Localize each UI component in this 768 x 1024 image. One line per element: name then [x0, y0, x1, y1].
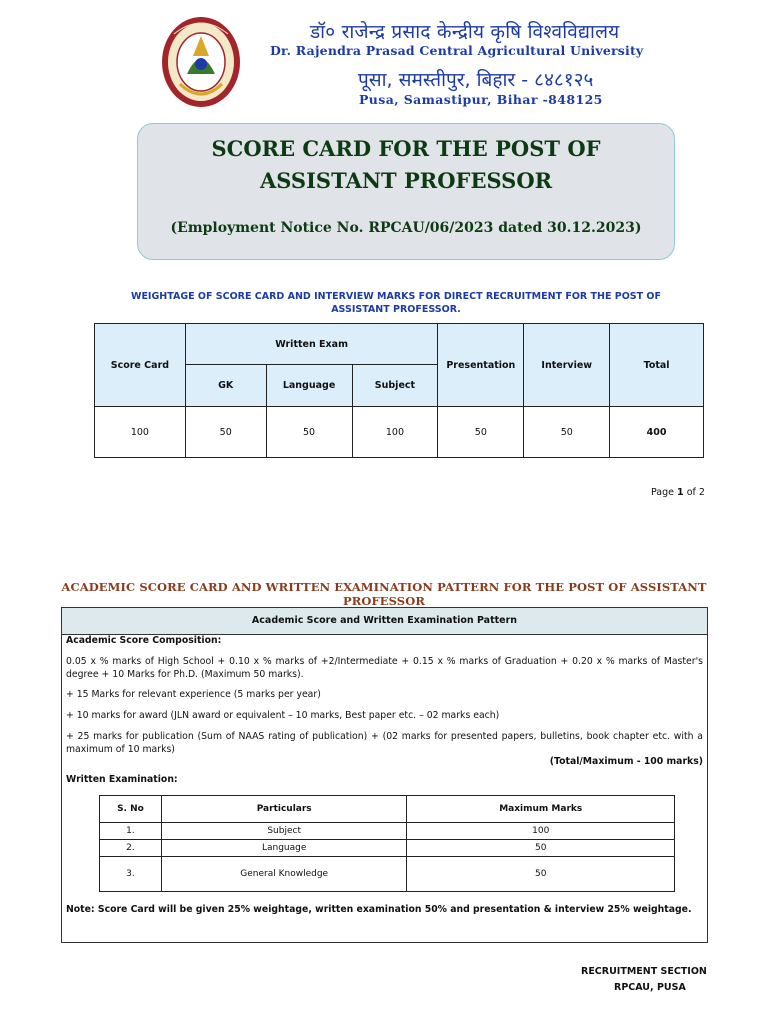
exam-particulars: Subject	[161, 823, 407, 840]
weightage-heading-line-2: ASSISTANT PROFESSOR.	[331, 304, 461, 315]
exam-sno: 1.	[100, 823, 162, 840]
university-english-name: Dr. Rajendra Prasad Central Agricultural University	[270, 43, 644, 58]
table-row	[100, 840, 675, 857]
signature-line-1: RECRUITMENT SECTION	[581, 966, 707, 977]
exam-header-max: Maximum Marks	[407, 796, 675, 823]
page-total: 2	[698, 487, 705, 498]
exam-particulars: Language	[161, 840, 407, 857]
signature-line-2: RPCAU, PUSA	[614, 982, 686, 993]
header-presentation: Presentation	[438, 324, 524, 407]
value-presentation: 50	[438, 407, 524, 458]
header-interview: Interview	[524, 324, 610, 407]
composition-formula: 0.05 x % marks of High School + 0.10 x % marks of +2/Intermediate + 0.15 x % marks of Graduation + 0.20 x % marks of Master's degree + 10 Marks for Ph.D. (Maximum 50 marks).	[66, 656, 703, 680]
header-written-exam: Written Exam	[185, 324, 438, 365]
header-score-card: Score Card	[95, 324, 186, 407]
employment-notice: (Employment Notice No. RPCAU/06/2023 dated 30.12.2023)	[170, 220, 642, 236]
academic-heading: ACADEMIC SCORE CARD AND WRITTEN EXAMINATION PATTERN FOR THE POST OF ASSISTANT PROFESSOR	[61, 580, 707, 608]
page-number	[651, 487, 705, 498]
value-gk: 50	[185, 407, 266, 458]
weightage-heading-line-1: WEIGHTAGE OF SCORE CARD AND INTERVIEW MARKS FOR DIRECT RECRUITMENT FOR THE POST OF	[130, 291, 662, 302]
table-row	[100, 823, 675, 840]
experience-text: + 15 Marks for relevant experience (5 marks per year)	[66, 689, 321, 700]
header-subject: Subject	[352, 365, 438, 407]
weightage-table	[94, 323, 704, 458]
exam-max: 50	[407, 857, 675, 892]
header-total: Total	[610, 324, 704, 407]
exam-max: 50	[407, 840, 675, 857]
page-current: 1	[677, 487, 684, 498]
university-seal-icon	[160, 14, 242, 110]
exam-sno: 3.	[100, 857, 162, 892]
exam-header-sno: S. No	[100, 796, 162, 823]
value-language: 50	[266, 407, 352, 458]
weightage-note: Note: Score Card will be given 25% weightage, written examination 50% and presentation & interview 25% weightage.	[66, 904, 692, 915]
weightage-heading	[120, 290, 672, 316]
award-text: + 10 marks for award (JLN award or equivalent – 10 marks, Best paper etc. – 02 marks each)	[66, 710, 500, 721]
page-title-line-1: SCORE CARD FOR THE POST OF	[211, 136, 601, 161]
academic-box	[61, 607, 708, 943]
exam-max: 100	[407, 823, 675, 840]
written-exam-label: Written Examination:	[66, 774, 178, 785]
page-of: of	[686, 487, 696, 498]
value-interview: 50	[524, 407, 610, 458]
publication-text: + 25 marks for publication (Sum of NAAS rating of publication) + (02 marks for presented papers, bulletins, book chapter etc. with a maximum of 10 marks)	[66, 731, 703, 755]
academic-box-title: Academic Score and Written Examination Pattern	[62, 608, 707, 635]
university-hindi-name: डॉ० राजेन्द्र प्रसाद केन्द्रीय कृषि विश्वविद्यालय	[310, 21, 620, 43]
university-english-address: Pusa, Samastipur, Bihar -848125	[359, 92, 603, 107]
value-score-card: 100	[95, 407, 186, 458]
written-exam-table	[99, 795, 675, 892]
exam-header-particulars: Particulars	[161, 796, 407, 823]
composition-label: Academic Score Composition:	[66, 635, 222, 646]
header-gk: GK	[185, 365, 266, 407]
table-row	[100, 857, 675, 892]
value-total: 400	[610, 407, 704, 458]
total-maximum: (Total/Maximum - 100 marks)	[549, 756, 703, 767]
exam-sno: 2.	[100, 840, 162, 857]
university-hindi-address: पूसा, समस्तीपुर, बिहार - ८४८१२५	[358, 69, 594, 91]
page-prefix: Page	[651, 487, 674, 498]
value-subject: 100	[352, 407, 438, 458]
title-box	[137, 123, 675, 260]
exam-particulars: General Knowledge	[161, 857, 407, 892]
table-row	[95, 407, 704, 458]
page-title-line-2: ASSISTANT PROFESSOR	[259, 168, 553, 193]
header-language: Language	[266, 365, 352, 407]
